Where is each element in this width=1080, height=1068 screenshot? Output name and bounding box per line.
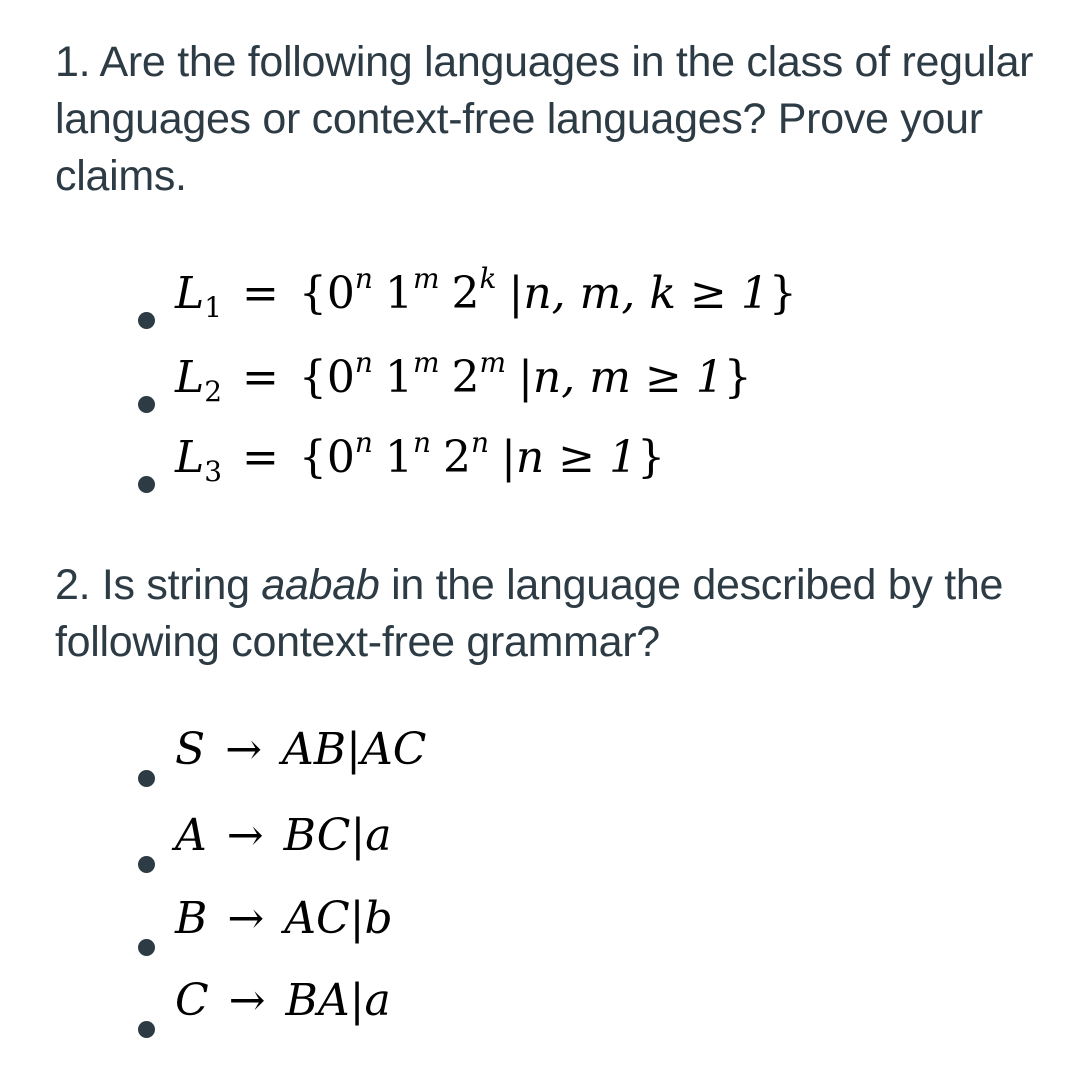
question-1-text: 1. Are the following languages in the class of regular languages or context-free languages? Prove your claims. xyxy=(55,38,1034,200)
language-item-l1 xyxy=(0,262,1000,350)
grammar-rule-a xyxy=(0,810,1000,894)
question-2-prefix: 2. Is string xyxy=(55,561,262,609)
bullet-icon xyxy=(138,1021,155,1038)
grammar-rule: B → AC|b xyxy=(175,893,393,944)
language-item-l3 xyxy=(0,426,1000,514)
query-string: aabab xyxy=(261,561,380,609)
grammar-rule: C → BA|a xyxy=(175,975,391,1026)
language-item-l2 xyxy=(0,346,1000,434)
bullet-icon xyxy=(138,770,155,787)
bullet-icon xyxy=(138,856,155,873)
bullet-icon xyxy=(138,396,155,413)
grammar-rule: A → BC|a xyxy=(175,810,392,861)
question-2-suffix: in the language described by the following context-free grammar? xyxy=(55,561,1004,666)
language-definition: $L_2 = \{0^n$ 1$^m$ 2$^m$ |n, m ≥ 1} xyxy=(175,346,752,408)
grammar-rule-s xyxy=(0,724,1000,808)
grammar-rule: S → AB|AC xyxy=(175,724,427,775)
bullet-icon xyxy=(138,939,155,956)
bullet-icon xyxy=(138,312,155,329)
grammar-rule-b xyxy=(0,893,1000,977)
grammar-rule-c xyxy=(0,975,1000,1059)
language-definition: $L_3 = \{0^n$ 1$^n$ 2$^n$ |n ≥ 1} xyxy=(175,426,666,488)
question-2-text xyxy=(55,557,1055,671)
language-definition: $L_1 = \{0^n$ 1$^m$ 2$^k$ |n, m, k ≥ 1} xyxy=(175,262,797,324)
bullet-icon xyxy=(138,476,155,493)
